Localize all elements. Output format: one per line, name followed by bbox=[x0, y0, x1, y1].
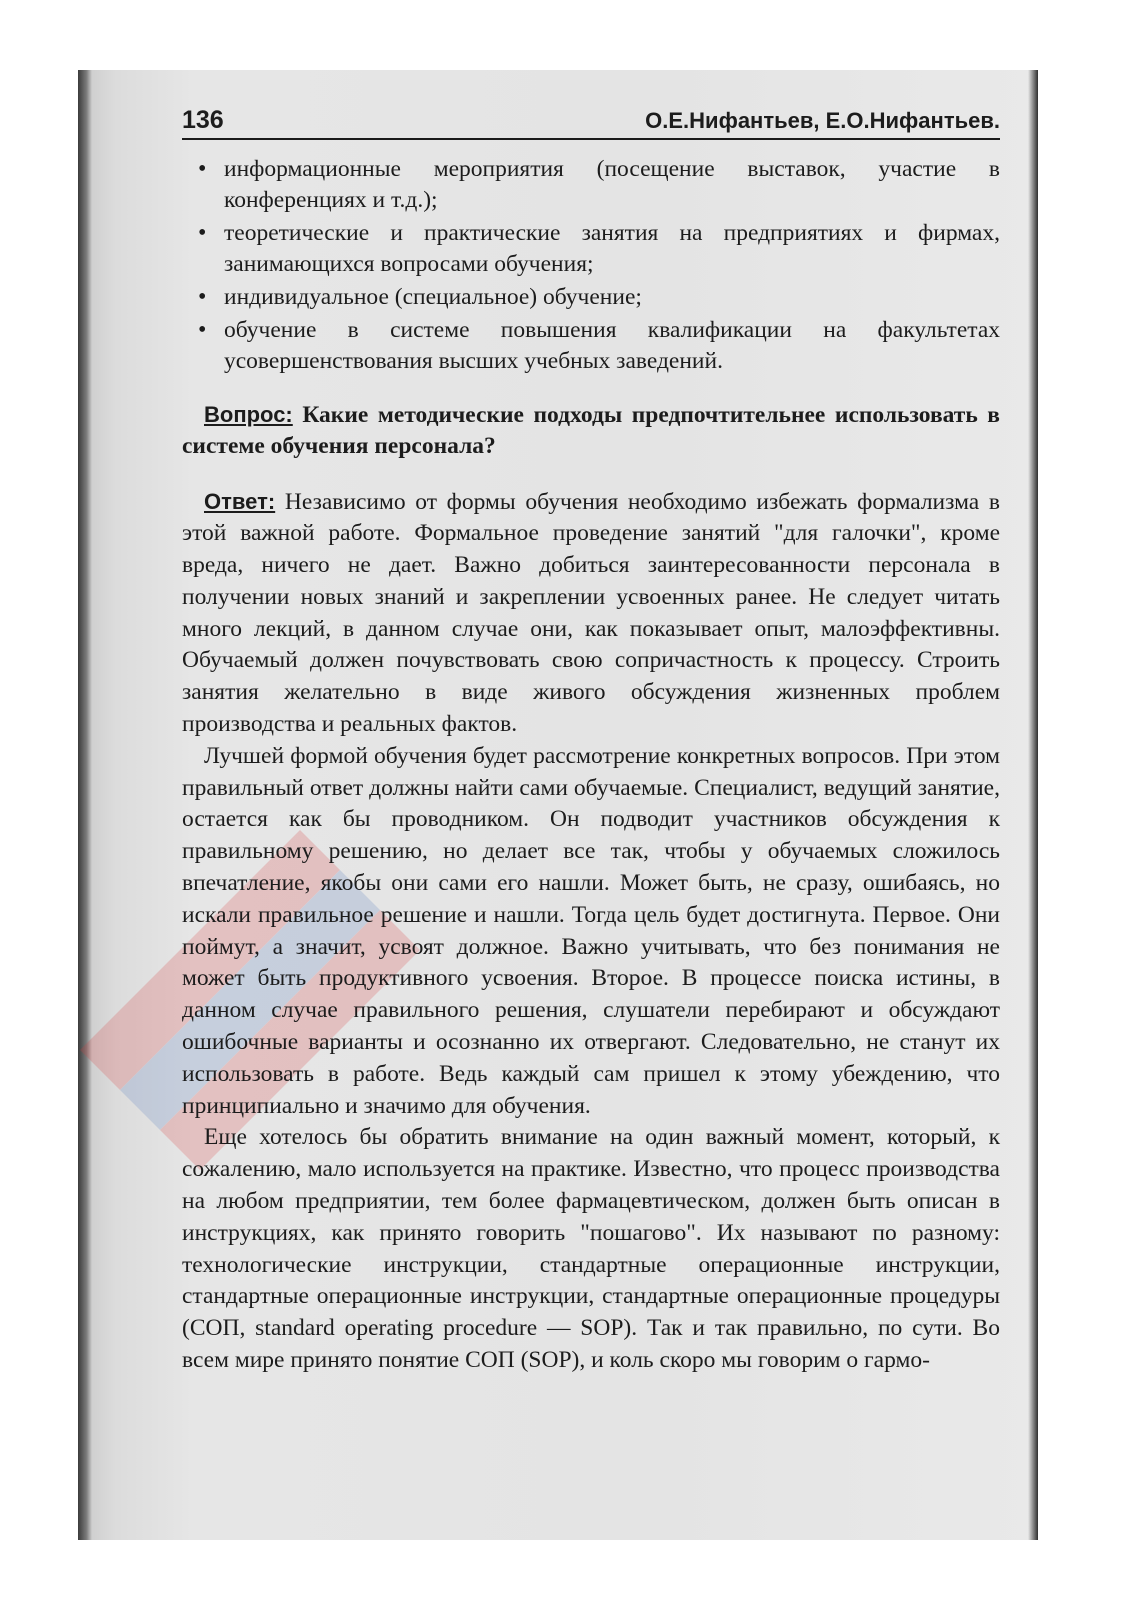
body-paragraph: Еще хотелось бы обратить внимание на один важный момент, который, к сожалению, мало используется на практике. Известно, что процесс производства на любом предприятии, тем более фармацевтическом, должен быть описан в инструкциях, как принято говорить "пошагово". Их называют по разному: технологические инструкции, стандартные операционные инструкции, стандартные операционные инструкции, стандартные операционные процедуры (СОП, standard operating procedure — SOP). Так и так правильно, по сути. Во всем мире принято понятие СОП (SOP), и коль скоро мы говорим о гармо- bbox=[182, 1124, 1000, 1374]
list-item: • индивидуальное (специальное) обучение; bbox=[182, 282, 1000, 313]
list-item: • теоретические и практические занятия на предприятиях и фирмах, занимающихся вопросами обучения; bbox=[182, 218, 1000, 280]
body-paragraph: Лучшей формой обучения будет рассмотрение конкретных вопросов. При этом правильный ответ должны найти сами обучаемые. Специалист, ведущий занятие, остается как бы проводником. Он подводит участников обсуждения к правильному решению, но делает все так, чтобы у обучаемых сложилось впечатление, якобы они сами его нашли. Может быть, не сразу, ошибаясь, но искали правильное решение и нашли. Тогда цель будет достигнута. Первое. Они поймут, а значит, усвоят должное. Важно учитывать, что без понимания не может быть продуктивного усвоения. Второе. В процессе поиска истины, в данном случае правильного решения, слушатели перебирают и обсуждают ошибочные варианты и осознанно их отвергают. Следовательно, не станут их использовать в работе. Ведь каждый сам пришел к этому убеждению, что принципиально и значимо для обучения. bbox=[182, 742, 1000, 1119]
bullet-list bbox=[182, 154, 1000, 377]
question-label: Вопрос: bbox=[204, 402, 293, 427]
list-item: • информационные мероприятия (посещение выставок, участие в конференциях и т.д.); bbox=[182, 154, 1000, 216]
list-item: • обучение в системе повышения квалификации на факультетах усовершенствования высших учебных заведений. bbox=[182, 315, 1000, 377]
page-header bbox=[182, 104, 1000, 140]
question-text: Какие методические подходы предпочтительнее использовать в системе обучения персонала? bbox=[182, 402, 1001, 459]
running-head-authors: О.Е.Нифантьев, Е.О.Нифантьев. bbox=[645, 108, 1000, 133]
answer-label: Ответ: bbox=[204, 488, 276, 514]
book-page bbox=[182, 104, 1000, 1377]
page-number: 136 bbox=[182, 106, 224, 134]
answer-text: Независимо от формы обучения необходимо избежать формализма в этой важной работе. Формальное проведение занятий "для галочки", кроме вреда, ничего не дает. Важно добиться заинтересованности персонала в получении новых знаний и закреплении усвоенных ранее. Не следует читать много лекций, в данном случае они, как показывает опыт, малоэффективны. Обучаемый должен почувствовать свою сопричастность к процессу. Строить занятия желательно в виде живого обсуждения жизненных проблем производства и реальных фактов. bbox=[182, 488, 1001, 738]
answer-paragraph bbox=[182, 486, 1000, 741]
question-paragraph bbox=[182, 399, 1000, 462]
